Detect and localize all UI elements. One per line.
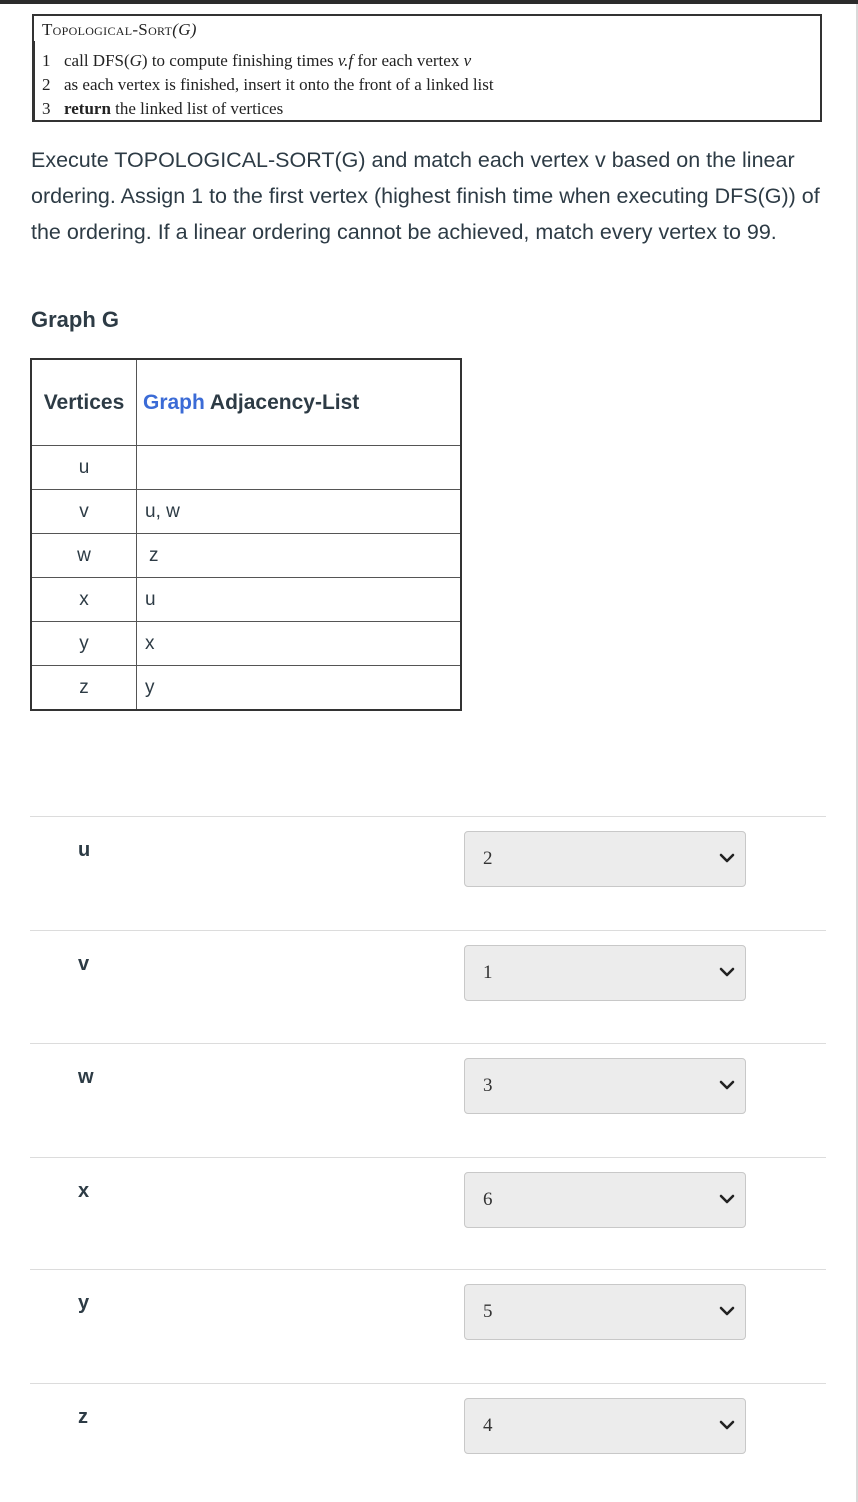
vertex-cell: u: [31, 446, 137, 490]
pseudocode-line-text: return the linked list of vertices: [64, 99, 284, 118]
adjacency-list-word: Adjacency-List: [209, 390, 360, 414]
pseudocode-line-number: 3: [42, 99, 51, 118]
table-row: [31, 578, 461, 622]
table-row: [31, 666, 461, 711]
chevron-down-icon: [719, 964, 735, 980]
select-value: 4: [483, 1415, 493, 1436]
select-value: 1: [483, 962, 493, 983]
table-row: [31, 446, 461, 490]
chevron-down-icon: [719, 1077, 735, 1093]
top-border: [0, 0, 858, 4]
chevron-down-icon: [719, 1303, 735, 1319]
match-label: y: [78, 1292, 90, 1314]
vertex-cell: x: [31, 578, 137, 622]
pseudocode-box: [32, 14, 822, 122]
vertex-cell: z: [31, 666, 137, 711]
pseudocode-title: [42, 20, 197, 40]
chevron-down-icon: [719, 1417, 735, 1433]
pseudocode-line-text: call DFS(G) to compute finishing times v.f for each vertex v: [64, 51, 472, 70]
vertices-header: Vertices: [31, 359, 137, 446]
match-row-v: [30, 930, 826, 1041]
match-row-z: [30, 1383, 826, 1494]
pseudocode-title-name: Topological-Sort: [42, 20, 173, 39]
match-label: w: [78, 1066, 94, 1088]
match-row-x: [30, 1157, 826, 1268]
line-number-rule: [34, 41, 35, 122]
adjacency-cell: x: [137, 622, 462, 666]
graph-title: Graph G: [31, 307, 120, 332]
adjacency-cell: u, w: [137, 490, 462, 534]
select-value: 3: [483, 1075, 493, 1096]
match-select[interactable]: [464, 1172, 746, 1228]
match-row-u: [30, 816, 826, 927]
graph-word: Graph: [143, 390, 205, 414]
table-row: [31, 490, 461, 534]
pseudocode-line-number: 1: [42, 51, 51, 70]
match-label: v: [78, 953, 90, 975]
pseudocode-title-arg: (G): [172, 20, 197, 39]
match-select[interactable]: [464, 1284, 746, 1340]
vertex-cell: w: [31, 534, 137, 578]
adjacency-header: [137, 359, 462, 446]
pseudocode-line: [42, 75, 494, 95]
table-row: [31, 534, 461, 578]
match-select[interactable]: [464, 945, 746, 1001]
select-value: 5: [483, 1301, 493, 1322]
question-instructions: Execute TOPOLOGICAL-SORT(G) and match each vertex v based on the linear ordering. Assign 1 to the first vertex (highest finish time when executing DFS(G)) of the ordering. If a linear ordering cannot be achieved, match every vertex to 99.: [31, 148, 820, 244]
match-row-y: [30, 1269, 826, 1380]
match-select[interactable]: [464, 1398, 746, 1454]
match-label: u: [78, 839, 91, 861]
match-label: x: [78, 1180, 90, 1202]
adjacency-cell: z: [137, 534, 462, 578]
select-value: 2: [483, 848, 493, 869]
pseudocode-line: [42, 99, 283, 119]
match-select[interactable]: [464, 831, 746, 887]
chevron-down-icon: [719, 1191, 735, 1207]
table-row: [31, 622, 461, 666]
match-row-w: [30, 1043, 826, 1154]
pseudocode-line-number: 2: [42, 75, 51, 94]
adjacency-cell: y: [137, 666, 462, 711]
match-select[interactable]: [464, 1058, 746, 1114]
select-value: 6: [483, 1189, 493, 1210]
chevron-down-icon: [719, 850, 735, 866]
match-label: z: [78, 1406, 88, 1428]
pseudocode-line-text: as each vertex is finished, insert it onto the front of a linked list: [64, 75, 494, 94]
adjacency-cell: [137, 446, 462, 490]
vertex-cell: v: [31, 490, 137, 534]
pseudocode-line: [42, 51, 471, 71]
adjacency-table: [30, 358, 462, 711]
vertex-cell: y: [31, 622, 137, 666]
adjacency-table-header: [31, 359, 461, 446]
adjacency-cell: u: [137, 578, 462, 622]
